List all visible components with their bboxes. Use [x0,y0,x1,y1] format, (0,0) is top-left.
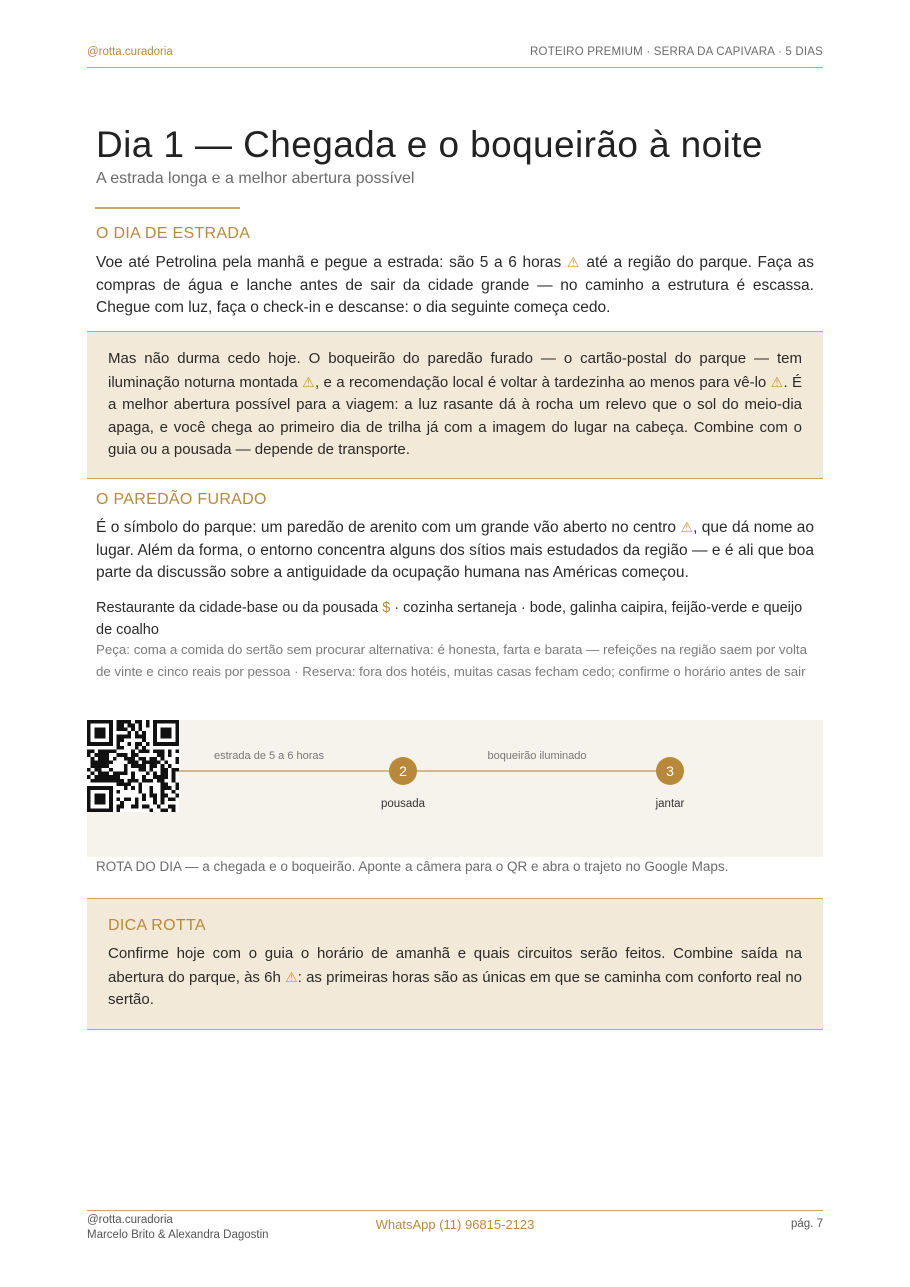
route-diagram [87,720,823,857]
warning-icon: ⚠ [285,968,298,985]
header-brand: @rotta.curadoria [87,46,173,58]
section-heading-paredao: O PAREDÃO FURADO [96,491,267,508]
text-span: , e a recomendação local é voltar à tardezinha ao menos para vê-lo [314,373,767,391]
page-subtitle: A estrada longa e a melhor abertura possível [96,170,415,187]
warning-icon: ⚠ [302,373,315,390]
tip-paragraph [108,943,802,1012]
qr-code[interactable] [87,720,179,812]
text-span: , que dá nome ao lugar. Além da forma, o entorno concentra alguns dos sítios mais estudados da região — e é ali que boa parte da discussão sobre a antiguidade da ocupação humana nas Américas começou. [96,519,814,581]
text-span: . É a melhor abertura possível para a viagem: a luz rasante dá à rocha um relevo que o sol do meio-dia apaga, e você chega ao primeiro dia de trilha já com a imagem do lugar na cabeça. Combine com o guia ou a pousada — depende de transporte. [108,373,803,458]
route-map [87,720,823,857]
route-stop-number: 3 [666,763,674,779]
tip-heading: DICA ROTTA [108,917,206,934]
warning-icon: ⚠ [770,373,784,390]
restaurant-details: · cozinha sertaneja · bode, galinha caipira, feijão-verde e queijo de coalho [96,600,803,638]
text-span: Confirme hoje com o guia o horário de amanhã e quais circuitos serão feitos. Combine saída na abertura do parque, às 6h [108,945,802,986]
route-leg-label: estrada de 5 a 6 horas [213,750,325,762]
route-stop-label: jantar [655,798,685,810]
footer-whatsapp[interactable]: WhatsApp (11) 96815-2123 [375,1217,535,1232]
restaurant-name: Restaurante da cidade-base ou da pousada [96,600,379,616]
section-paragraph-estrada [96,251,814,320]
warning-icon: ⚠ [566,254,581,270]
section-paragraph-paredao [96,516,814,585]
footer-page-number: pág. 7 [791,1218,823,1230]
route-stop-label: pousada [380,798,426,810]
restaurant-note: Peça: coma a comida do sertão sem procurar alternativa: é honesta, farta e barata — refeições na região saem por volta de vinte e cinco reais por pessoa · Reserva: fora dos hotéis, muitas casas fecham cedo; confirme o horário antes de sair [96,642,808,679]
callout-paragraph [108,348,802,462]
page-header [87,46,823,68]
title-divider [95,207,240,209]
header-document-info: ROTEIRO PREMIUM · SERRA DA CAPIVARA · 5 DIAS [530,46,823,58]
route-stop-number: 2 [399,763,407,779]
text-span: É o símbolo do parque: um paredão de arenito com um grande vão aberto no centro [96,519,677,536]
footer-authors: Marcelo Brito & Alexandra Dagostin [87,1229,269,1241]
price-indicator: $ [382,600,391,616]
text-span: Voe até Petrolina pela manhã e pegue a estrada: são 5 a 6 horas [96,254,562,271]
route-caption: ROTA DO DIA — a chegada e o boqueirão. Aponte a câmera para o QR e abra o trajeto no Google Maps. [96,859,729,874]
text-span: Mas não durma cedo hoje. O boqueirão do paredão furado — o cartão-postal do parque — tem iluminação noturna montada [108,350,802,391]
text-span: até a região do parque. Faça as compras de água e lanche antes de sair da cidade grande — no caminho a estrutura é escassa. Chegue com luz, faça o check-in e descanse: o dia seguinte começa cedo. [96,254,814,316]
page-footer [87,1210,823,1251]
warning-icon: ⚠ [680,519,694,535]
callout-box [87,331,823,479]
footer-brand: @rotta.curadoria [87,1214,173,1226]
route-leg-label: boqueirão iluminado [487,750,587,762]
text-span: : as primeiras horas são as únicas em que se caminha com conforto real no sertão. [108,968,803,1008]
page-title: Dia 1 — Chegada e o boqueirão à noite [96,124,763,165]
restaurant-line [96,597,816,641]
section-heading-estrada: O DIA DE ESTRADA [96,225,251,242]
tip-box [87,898,823,1030]
